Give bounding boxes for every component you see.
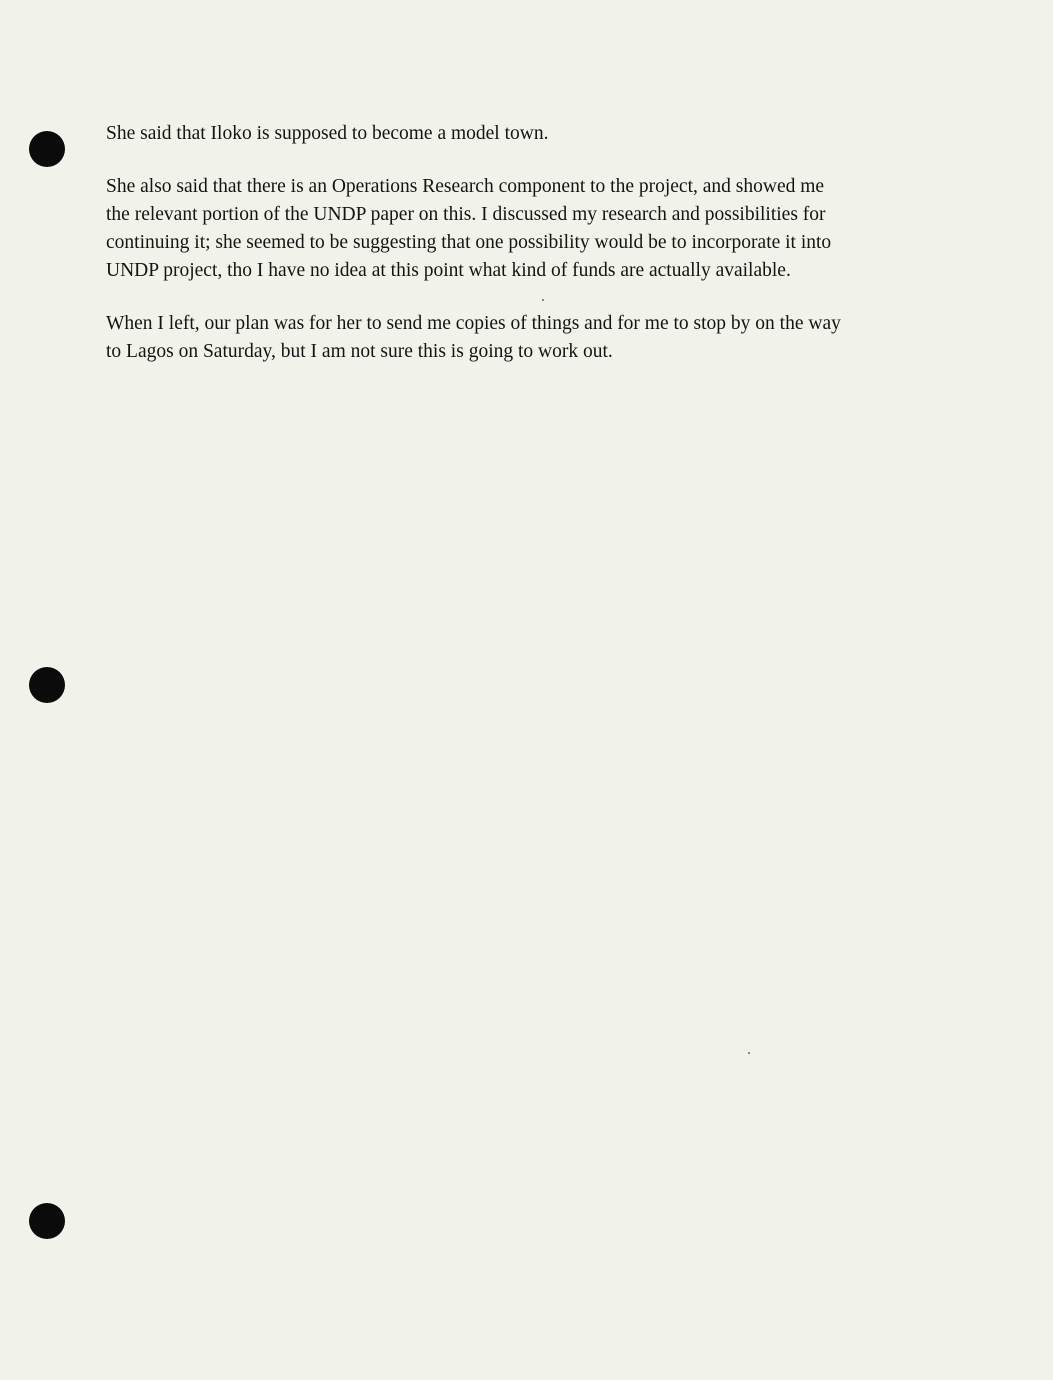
text-line: When I left, our plan was for her to send me copies of things and for me to stop by on the way — [106, 313, 841, 334]
punch-hole-bottom — [29, 1203, 65, 1239]
paragraph-3 — [106, 310, 936, 366]
text-line: She also said that there is an Operations Research component to the project, and showed me — [106, 176, 825, 197]
paragraph-2 — [106, 173, 936, 285]
text-line: continuing it; she seemed to be suggesting that one possibility would be to incorporate it into — [106, 232, 832, 253]
punch-hole-top — [29, 131, 65, 167]
text-line: to Lagos on Saturday, but I am not sure this is going to work out. — [106, 341, 613, 362]
text-line: She said that Iloko is supposed to become a model town. — [106, 123, 549, 144]
paragraph-1 — [106, 120, 936, 148]
paper-speck — [748, 1052, 750, 1054]
punch-hole-middle — [29, 667, 65, 703]
text-line: the relevant portion of the UNDP paper on this. I discussed my research and possibilities for — [106, 204, 826, 225]
document-body — [106, 120, 936, 366]
text-line: UNDP project, tho I have no idea at this point what kind of funds are actually available. — [106, 260, 791, 281]
